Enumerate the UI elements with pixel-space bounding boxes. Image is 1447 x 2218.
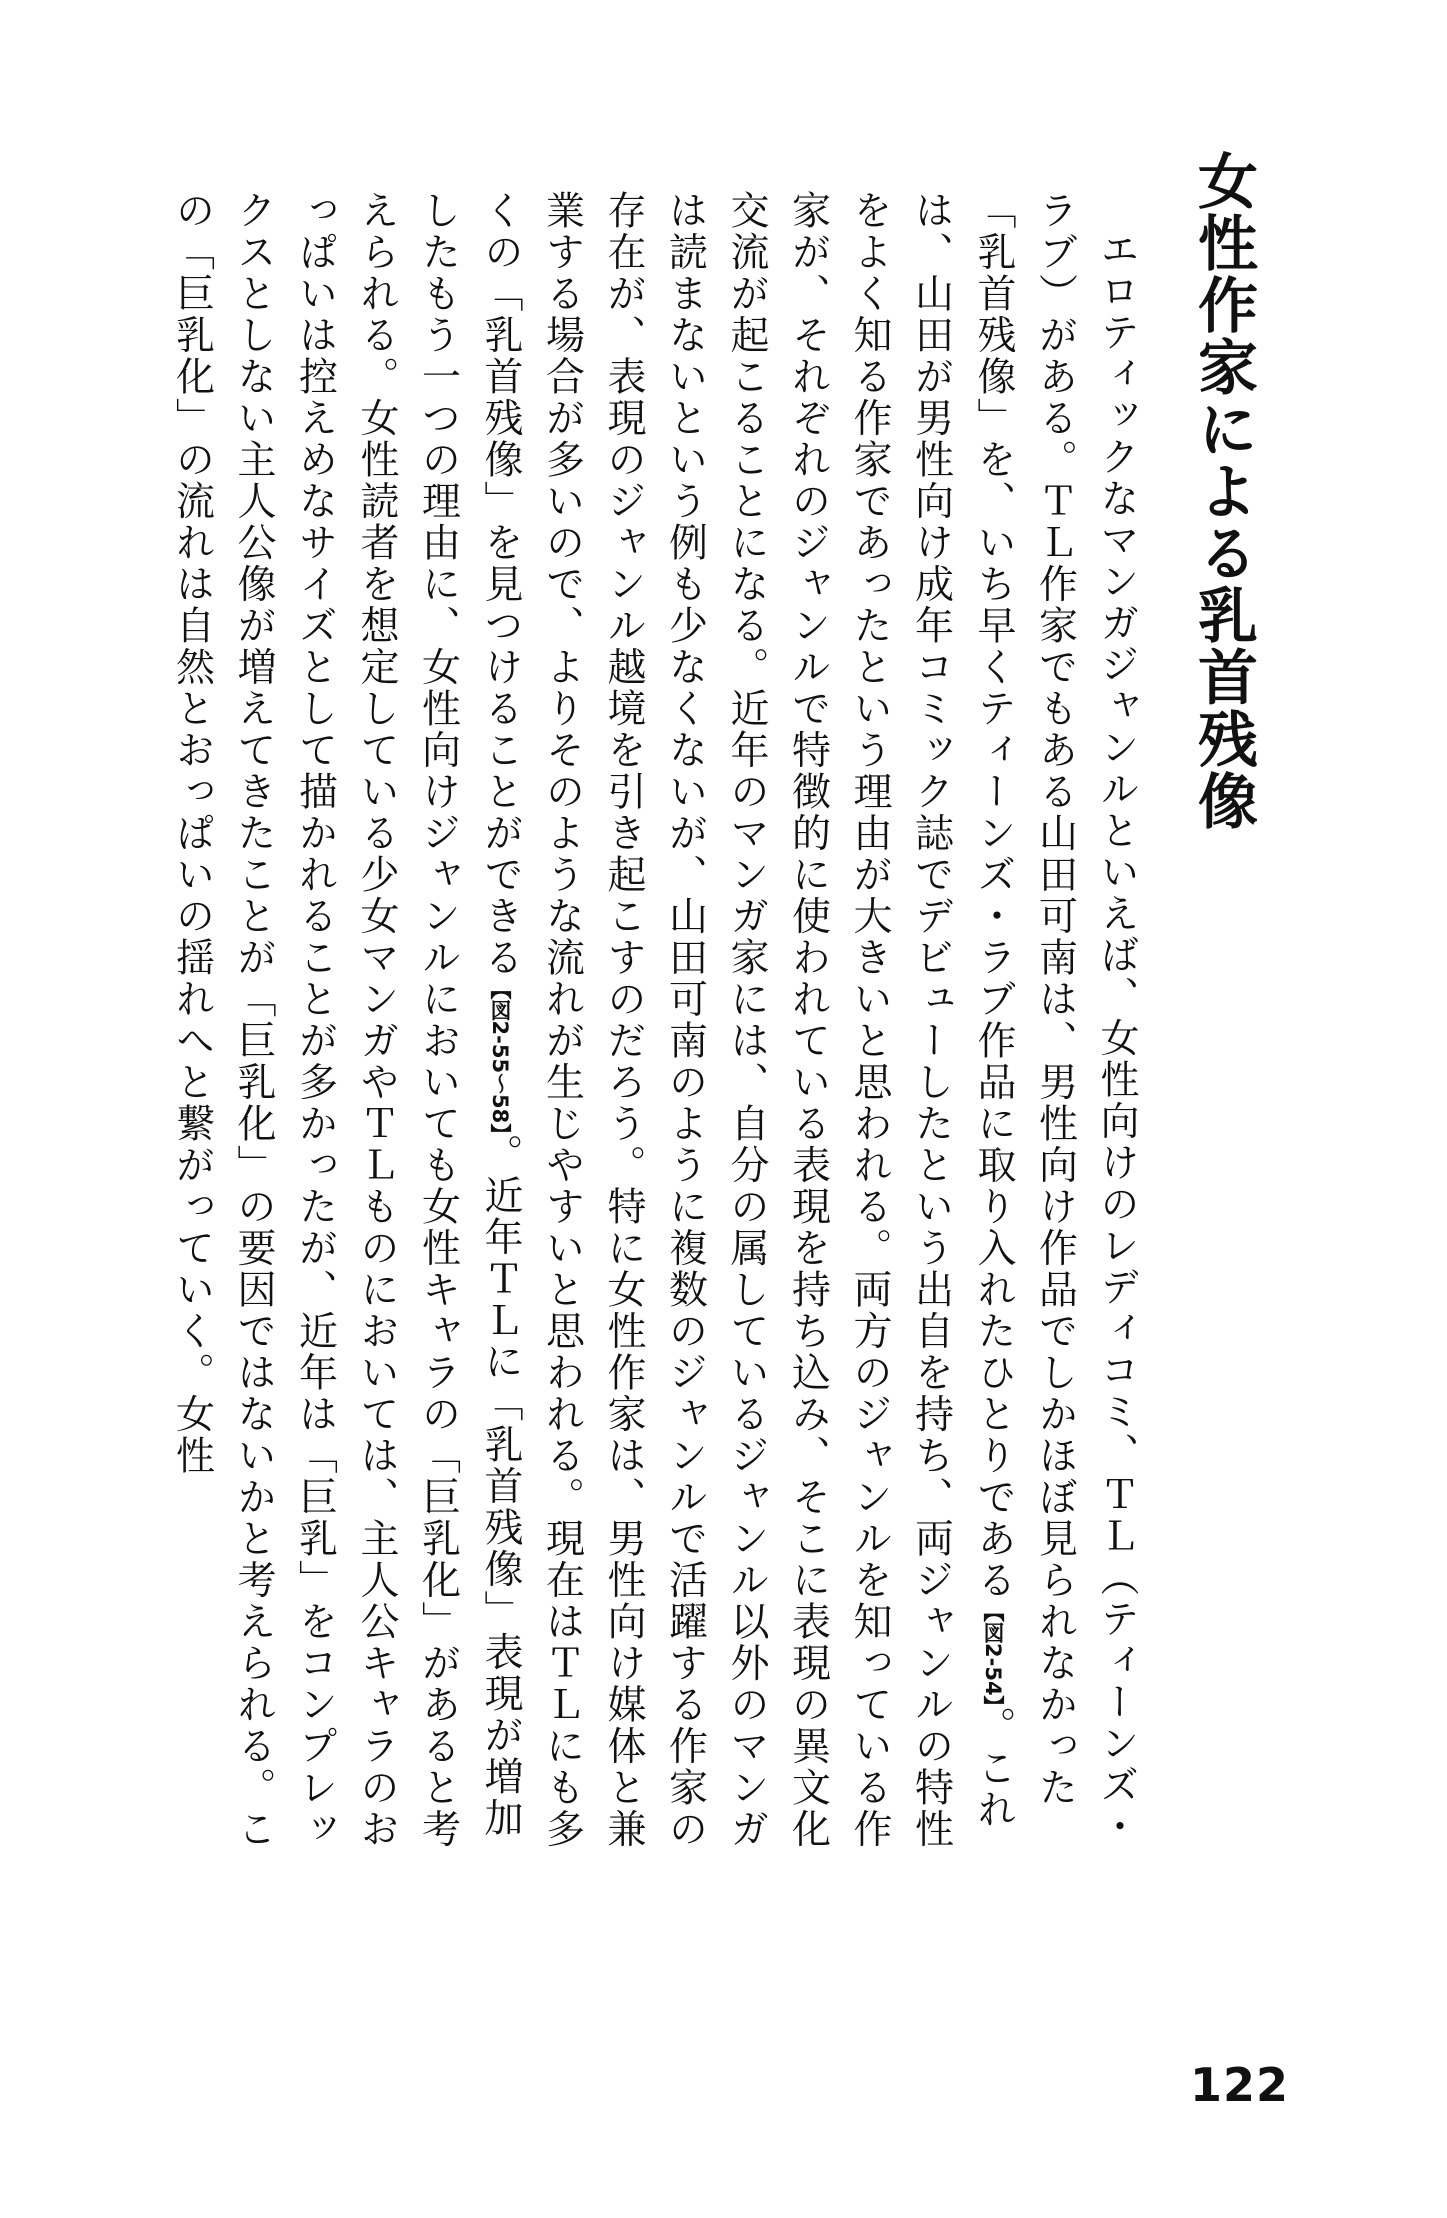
text-segment-3: 。近年ＴＬに「乳首残像」表現が増加したもう一つの理由に、女性向けジャンルにおいても女性キャラの「巨乳化」があると考えられる。女性読者を想定している少女マンガやＴＬものにおいては、主人公キャラのおっぱいは控えめなサイズとして描かれることが多かったが、近年は「巨乳」をコンプレックスとしない主人公像が増えてきたことが「巨乳化」の要因ではないかと考えられる。この「巨乳化」の流れは自然とおっぱいの揺れへと繋がっていく。女性 [169,190,523,1850]
section-heading: 女性作家による乳首残像 [1188,150,1258,832]
page-number: 122 [1190,2058,1290,2112]
body-paragraph [161,190,1147,1870]
figure-reference: 【図2‐55～58】 [488,978,512,1134]
text-segment-2: 。これは、山田が男性向け成年コミック誌でデビューしたという出自を持ち、両ジャンルの特性をよく知る作家であったという理由が大きいと思われる。両方のジャンルを知っている作家が、それぞれのジャンルで特徴的に使われている表現を持ち込み、そこに表現の異文化交流が起こることになる。近年のマンガ家には、自分の属しているジャンル以外のマンガは読まないという例も少なくないが、山田可南のように複数のジャンルで活躍する作家の存在が、表現のジャンル越境を引き起こすのだろう。特に女性作家は、男性向け媒体と兼業する場合が多いので、よりそのような流れが生じやすいと思われる。現在はＴＬにも多くの「乳首残像」を見つけることができる [478,190,1016,1850]
text-segment-1: エロティックなマンガジャンルといえば、女性向けのレディコミ、ＴＬ（ティーンズ・ラブ）がある。ＴＬ作家でもある山田可南は、男性向け作品でしかほぼ見られなかった「乳首残像」を、いち早くティーンズ・ラブ作品に取り入れたひとりである [971,190,1139,1848]
body-text [161,190,1147,1870]
figure-reference: 【図2‐54】 [981,1601,1005,1707]
